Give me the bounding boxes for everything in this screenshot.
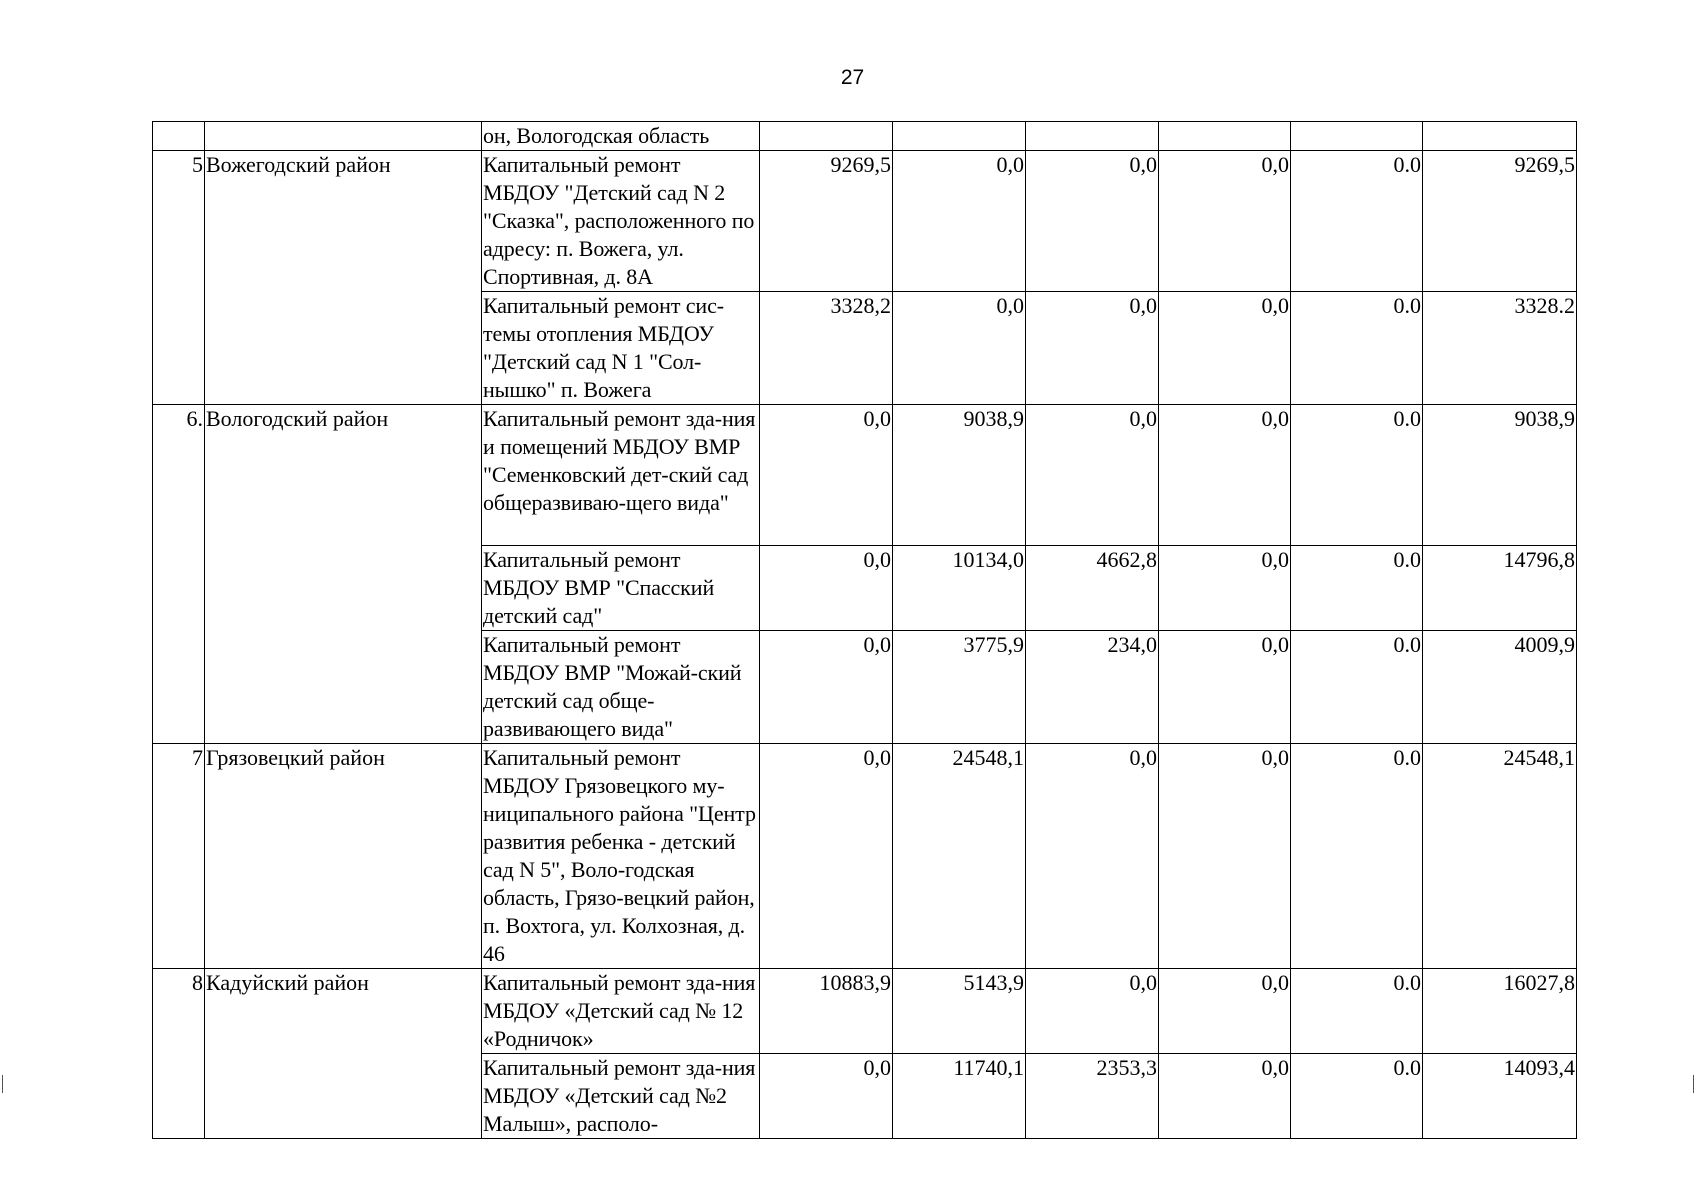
budget-table <box>152 121 1577 1139</box>
amount-cell <box>893 122 1026 151</box>
amount-cell: 0.0 <box>1291 744 1423 969</box>
amount-cell: 0,0 <box>1159 1054 1291 1139</box>
amount-cell: 0,0 <box>1026 292 1159 405</box>
district-name: Грязовецкий район <box>205 744 482 969</box>
amount-cell: 234,0 <box>1026 631 1159 744</box>
amount-cell <box>1026 122 1159 151</box>
table-row <box>153 744 1577 969</box>
amount-cell: 24548,1 <box>1423 744 1577 969</box>
district-name <box>205 122 482 151</box>
project-description: Капитальный ремонт МБДОУ "Детский сад N 2 "Сказка", расположенного по адресу: п. Вожега, ул. Спортивная, д. 8А <box>482 151 760 292</box>
table-body <box>153 122 1577 1139</box>
amount-cell: 10883,9 <box>760 969 893 1054</box>
amount-cell: 9038,9 <box>1423 405 1577 546</box>
amount-cell: 14093,4 <box>1423 1054 1577 1139</box>
amount-cell <box>1423 122 1577 151</box>
amount-cell: 0,0 <box>1026 405 1159 546</box>
table-row <box>153 151 1577 292</box>
row-number: 7 <box>153 744 205 969</box>
amount-cell: 0.0 <box>1291 405 1423 546</box>
amount-cell: 0,0 <box>1159 744 1291 969</box>
district-name: Кадуйский район <box>205 969 482 1139</box>
amount-cell: 0,0 <box>1159 546 1291 631</box>
amount-cell: 3775,9 <box>893 631 1026 744</box>
amount-cell: 11740,1 <box>893 1054 1026 1139</box>
amount-cell: 0,0 <box>893 151 1026 292</box>
amount-cell: 5143,9 <box>893 969 1026 1054</box>
amount-cell: 0,0 <box>1159 969 1291 1054</box>
amount-cell: 0,0 <box>1026 744 1159 969</box>
amount-cell: 0,0 <box>893 292 1026 405</box>
project-description: Капитальный ремонт МБДОУ ВМР "Можай-ский детский сад обще-развивающего вида" <box>482 631 760 744</box>
amount-cell: 9269,5 <box>1423 151 1577 292</box>
amount-cell: 0,0 <box>1159 292 1291 405</box>
amount-cell: 0,0 <box>760 405 893 546</box>
amount-cell: 0,0 <box>1159 405 1291 546</box>
project-description: Капитальный ремонт МБДОУ ВМР "Спасский детский сад" <box>482 546 760 631</box>
amount-cell: 14796,8 <box>1423 546 1577 631</box>
project-description: Капитальный ремонт зда-ния МБДОУ «Детский сад № 12 «Родничок» <box>482 969 760 1054</box>
project-description: Капитальный ремонт зда-ния МБДОУ «Детский сад №2 Малыш», располо- <box>482 1054 760 1139</box>
amount-cell: 0.0 <box>1291 1054 1423 1139</box>
row-number: 8 <box>153 969 205 1139</box>
amount-cell: 4662,8 <box>1026 546 1159 631</box>
amount-cell: 16027,8 <box>1423 969 1577 1054</box>
amount-cell: 4009,9 <box>1423 631 1577 744</box>
page-number: 27 <box>840 66 865 89</box>
amount-cell: 0.0 <box>1291 292 1423 405</box>
amount-cell: 0,0 <box>1026 151 1159 292</box>
amount-cell: 9269,5 <box>760 151 893 292</box>
table-row <box>153 122 1577 151</box>
district-name: Вожегодский район <box>205 151 482 405</box>
amount-cell: 0,0 <box>760 546 893 631</box>
row-number: 6. <box>153 405 205 744</box>
amount-cell: 0.0 <box>1291 546 1423 631</box>
amount-cell: 0,0 <box>760 1054 893 1139</box>
table-row <box>153 969 1577 1054</box>
amount-cell: 3328.2 <box>1423 292 1577 405</box>
amount-cell: 0,0 <box>1026 969 1159 1054</box>
amount-cell: 9038,9 <box>893 405 1026 546</box>
amount-cell: 0,0 <box>760 744 893 969</box>
amount-cell: 2353,3 <box>1026 1054 1159 1139</box>
amount-cell <box>760 122 893 151</box>
project-description: Капитальный ремонт зда-ния и помещений МБДОУ ВМР "Семенковский дет-ский сад общеразвиваю-щего вида" <box>482 405 760 546</box>
project-description: он, Вологодская область <box>482 122 760 151</box>
project-description: Капитальный ремонт МБДОУ Грязовецкого му-ниципального района "Центр развития ребенка - детский сад N 5", Воло-годская область, Грязо-вецкий район, п. Вохтога, ул. Колхозная, д. 46 <box>482 744 760 969</box>
amount-cell: 0,0 <box>760 631 893 744</box>
district-name: Вологодский район <box>205 405 482 744</box>
amount-cell <box>1159 122 1291 151</box>
amount-cell: 10134,0 <box>893 546 1026 631</box>
amount-cell: 24548,1 <box>893 744 1026 969</box>
amount-cell: 0.0 <box>1291 969 1423 1054</box>
row-number: 5 <box>153 151 205 405</box>
table-row <box>153 405 1577 546</box>
scan-edge-mark-left <box>2 1075 3 1093</box>
amount-cell: 0.0 <box>1291 631 1423 744</box>
scan-edge-mark-right <box>1693 1075 1694 1093</box>
amount-cell: 0,0 <box>1159 151 1291 292</box>
amount-cell <box>1291 122 1423 151</box>
amount-cell: 0,0 <box>1159 631 1291 744</box>
amount-cell: 3328,2 <box>760 292 893 405</box>
row-number <box>153 122 205 151</box>
project-description: Капитальный ремонт сис-темы отопления МБДОУ "Детский сад N 1 "Сол-нышко" п. Вожега <box>482 292 760 405</box>
amount-cell: 0.0 <box>1291 151 1423 292</box>
